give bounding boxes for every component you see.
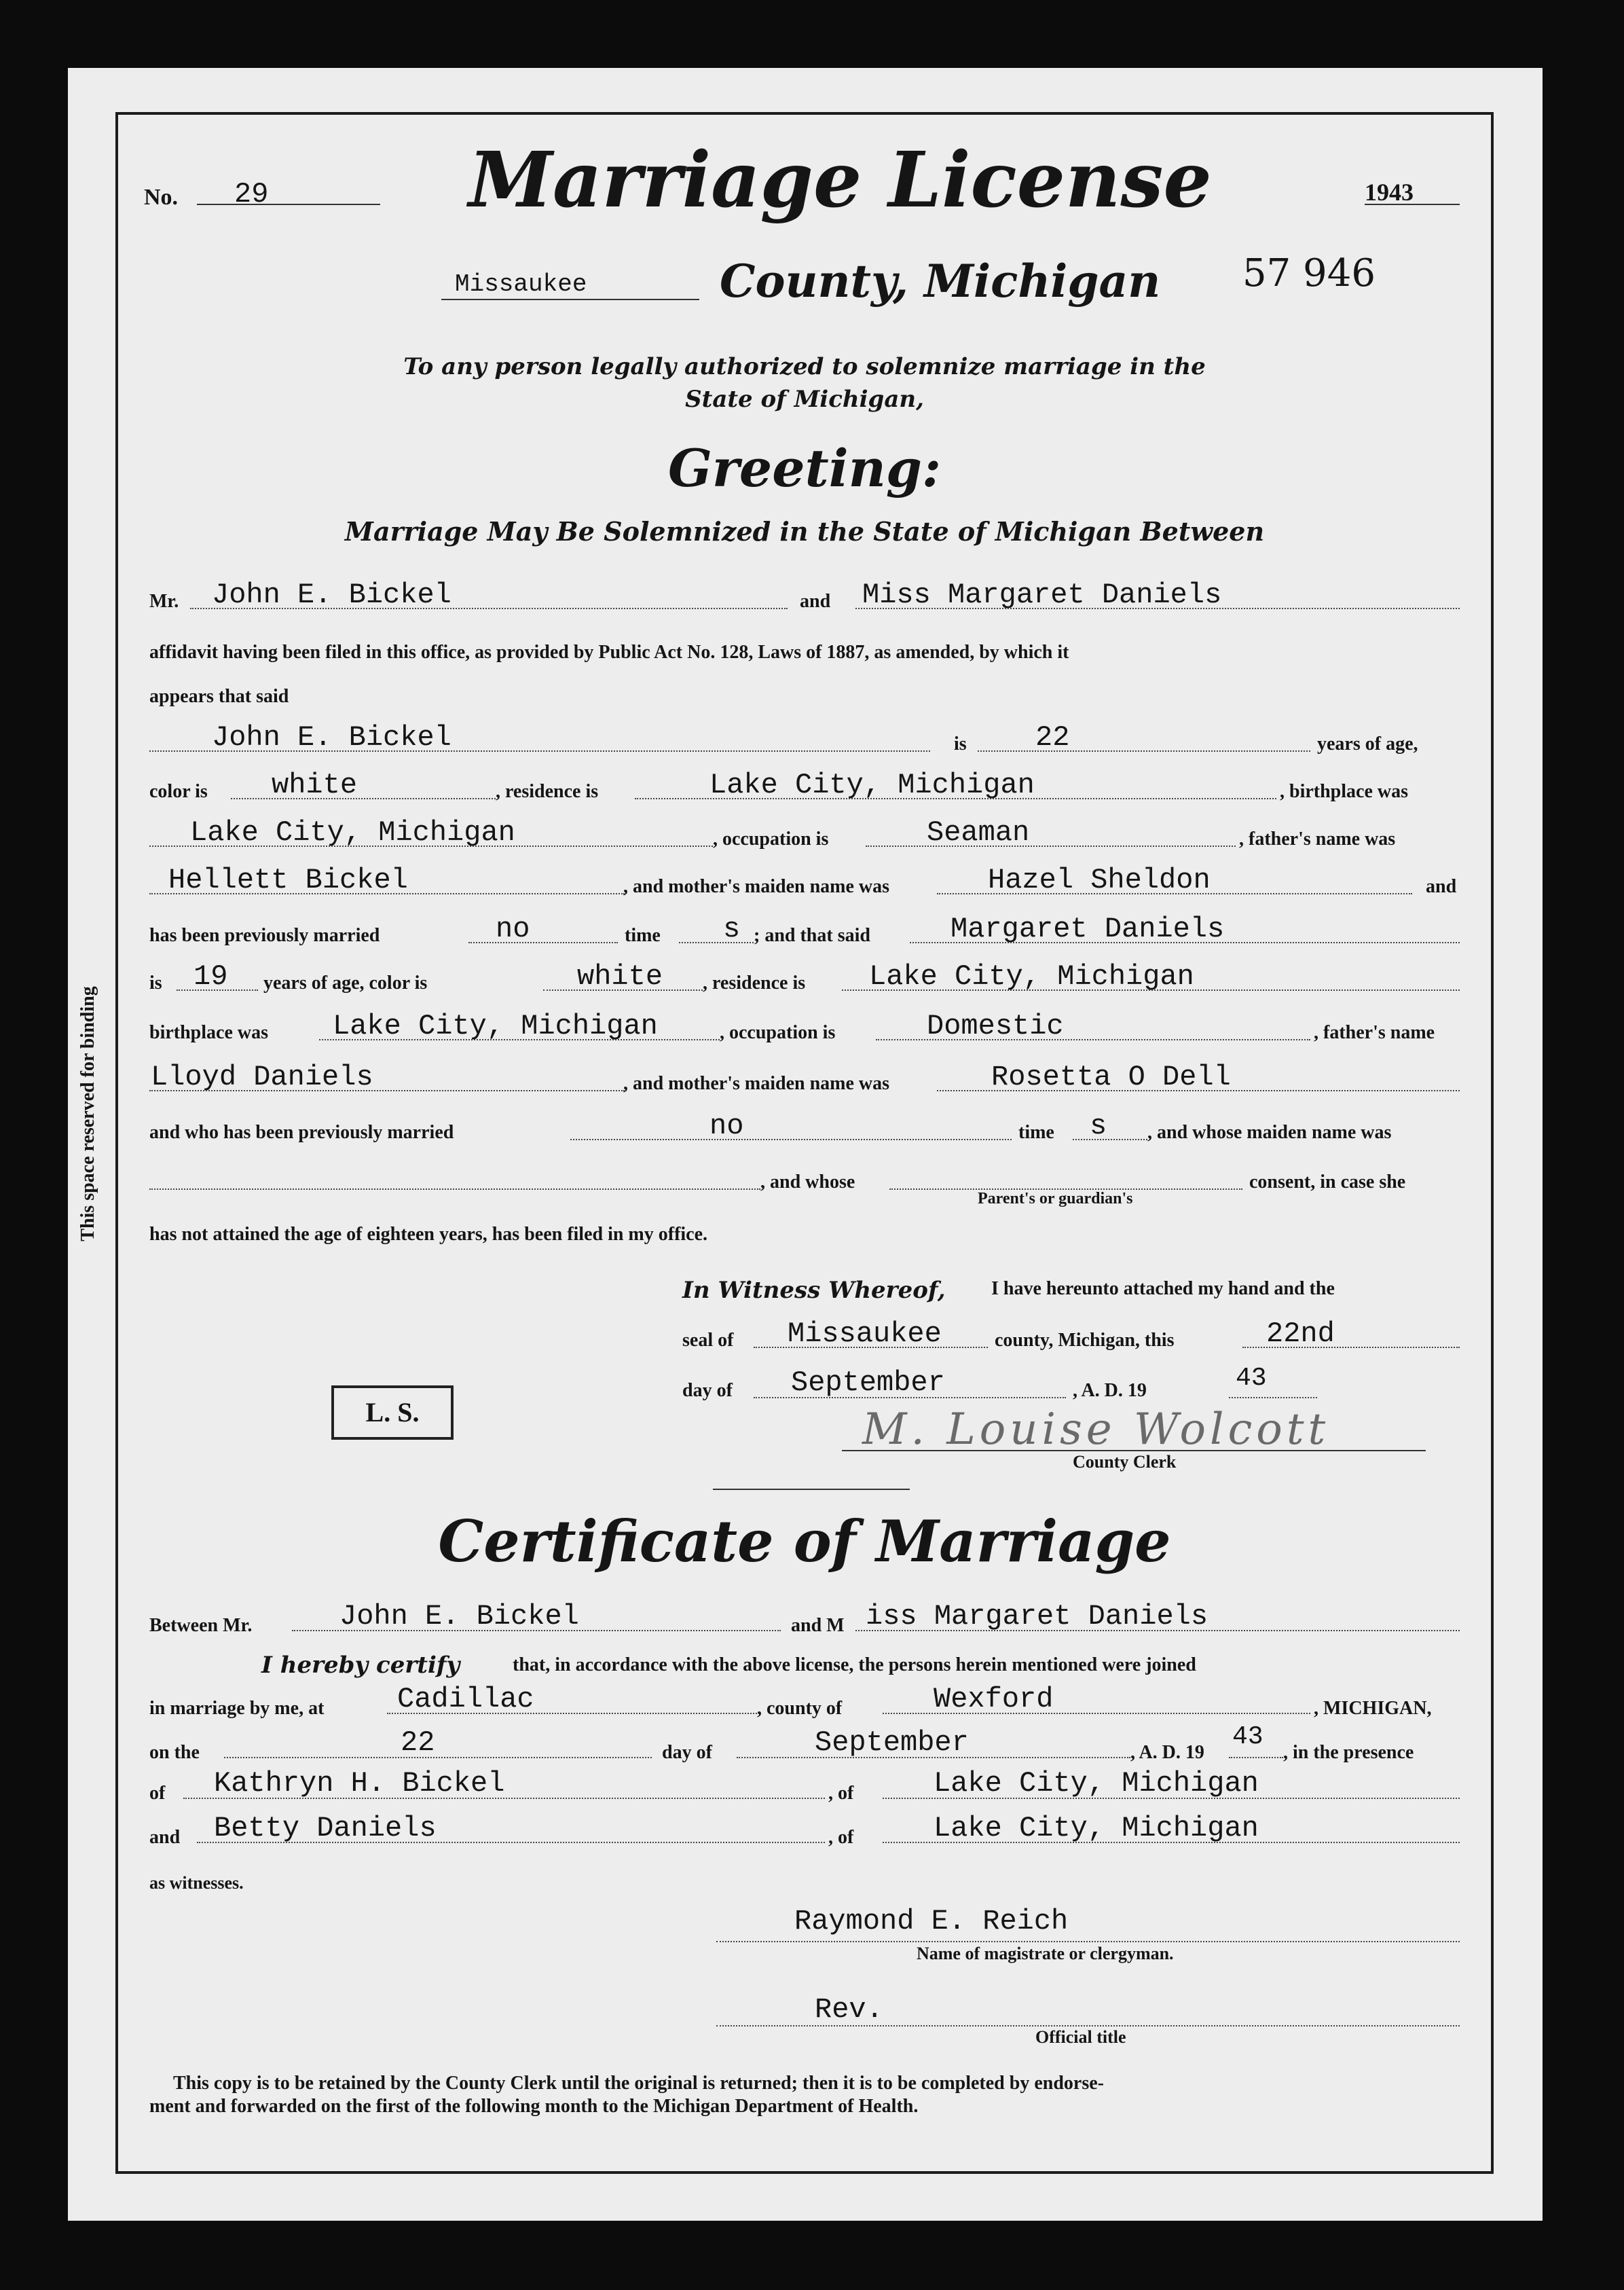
marriage-year: 43 bbox=[1232, 1722, 1263, 1751]
occupation-is: , occupation is bbox=[713, 829, 829, 850]
cert-bride-line bbox=[855, 1630, 1460, 1631]
residence-is: , residence is bbox=[496, 781, 599, 802]
birthplace-was-2: birthplace was bbox=[149, 1022, 268, 1043]
who-prev-married: and who has been previously married bbox=[149, 1122, 454, 1143]
groom-times-line bbox=[679, 942, 754, 943]
number-line bbox=[197, 204, 380, 205]
officiant-line bbox=[716, 1941, 1460, 1942]
groom-occupation-line bbox=[866, 846, 1236, 847]
bride-line bbox=[855, 608, 1460, 609]
prev-married-label: has been previously married bbox=[149, 925, 380, 946]
magistrate-label: Name of magistrate or clergyman. bbox=[917, 1944, 1174, 1963]
witness-bold: In Witness Whereof, bbox=[682, 1277, 946, 1304]
witness-2-residence-line bbox=[883, 1842, 1460, 1843]
as-witnesses-label: as witnesses. bbox=[149, 1873, 244, 1893]
county-michigan-this: county, Michigan, this bbox=[995, 1330, 1175, 1351]
time-label: time bbox=[625, 925, 661, 946]
groom-mother-line bbox=[937, 893, 1412, 894]
of-label-3: , of bbox=[828, 1827, 854, 1848]
day-of: day of bbox=[682, 1380, 733, 1401]
seal-county-line bbox=[754, 1347, 988, 1348]
color-is: color is bbox=[149, 781, 208, 802]
marriage-day: 22 bbox=[401, 1726, 435, 1759]
year-line-2 bbox=[1229, 1757, 1283, 1758]
seal-month-line bbox=[754, 1397, 1066, 1398]
said-groom-line bbox=[149, 750, 930, 752]
place-line bbox=[387, 1713, 757, 1714]
license-title: Marriage License bbox=[468, 136, 1212, 225]
bride-prev-line bbox=[570, 1139, 1012, 1140]
maiden-name-line bbox=[149, 1188, 760, 1190]
and-label: and bbox=[800, 591, 831, 612]
bride-mother-line bbox=[937, 1090, 1460, 1091]
seal-month: September bbox=[791, 1366, 945, 1399]
bride-name: Miss Margaret Daniels bbox=[862, 579, 1222, 611]
license-no-label: No. bbox=[144, 185, 179, 210]
bride-birthplace-line bbox=[319, 1039, 720, 1040]
bride-occupation-line bbox=[876, 1039, 1310, 1040]
between-label: Between Mr. bbox=[149, 1615, 253, 1636]
and-m-label: and M bbox=[791, 1615, 845, 1636]
bride-residence: Lake City, Michigan bbox=[869, 960, 1194, 993]
county-michigan-label: County, Michigan bbox=[720, 255, 1161, 308]
groom-prev-married: no bbox=[496, 913, 530, 945]
county-line-2 bbox=[883, 1713, 1310, 1714]
bride-occupation: Domestic bbox=[927, 1010, 1064, 1042]
hereby-certify: I hereby certify bbox=[261, 1652, 460, 1679]
groom-line bbox=[190, 608, 788, 609]
said-bride-line bbox=[910, 942, 1460, 943]
official-title-label: Official title bbox=[1035, 2027, 1126, 2047]
groom-color-line bbox=[231, 798, 496, 799]
address-line-2: State of Michigan, bbox=[685, 386, 924, 413]
is-word: is bbox=[149, 973, 162, 994]
witness-2-residence: Lake City, Michigan bbox=[934, 1812, 1259, 1844]
greeting: Greeting: bbox=[667, 438, 942, 498]
county-clerk-label: County Clerk bbox=[1073, 1452, 1177, 1472]
consent-label: consent, in case she bbox=[1249, 1171, 1406, 1193]
groom-prev-line bbox=[468, 942, 618, 943]
seal-year: 43 bbox=[1236, 1364, 1267, 1393]
groom-color: white bbox=[272, 769, 358, 801]
footer-line-2: ment and forwarded on the first of the following month to the Michigan Department of Health. bbox=[149, 2096, 919, 2117]
witness-1-residence: Lake City, Michigan bbox=[934, 1767, 1259, 1800]
in-marriage-label: in marriage by me, at bbox=[149, 1698, 325, 1719]
and-that-said: ; and that said bbox=[754, 925, 870, 946]
witness-2: Betty Daniels bbox=[214, 1812, 437, 1844]
groom-father-line bbox=[149, 893, 625, 894]
occupation-is-2: , occupation is bbox=[720, 1022, 836, 1043]
seal-day-line bbox=[1242, 1347, 1460, 1348]
seal-year-line bbox=[1229, 1397, 1317, 1398]
county-of-label: , county of bbox=[757, 1698, 843, 1719]
said-bride: Margaret Daniels bbox=[951, 913, 1225, 945]
witness-2-line bbox=[197, 1842, 825, 1843]
may-be-solemnized: Marriage May Be Solemnized in the State of Michigan Between bbox=[344, 516, 1265, 547]
michigan-label: , MICHIGAN, bbox=[1314, 1698, 1432, 1719]
groom-residence: Lake City, Michigan bbox=[709, 769, 1035, 801]
bride-prev-married: no bbox=[709, 1110, 744, 1142]
groom-birthplace-line bbox=[149, 846, 713, 847]
marriage-month: September bbox=[815, 1726, 969, 1759]
groom-age: 22 bbox=[1035, 721, 1070, 754]
mr-label: Mr. bbox=[149, 591, 179, 612]
time-label-2: time bbox=[1018, 1122, 1054, 1143]
marriage-place: Cadillac bbox=[397, 1683, 534, 1715]
divider bbox=[713, 1489, 910, 1490]
ls-seal-box: L. S. bbox=[331, 1385, 454, 1440]
fathers-name-2: , father's name bbox=[1314, 1022, 1435, 1043]
official-title-value: Rev. bbox=[815, 1993, 883, 2026]
years-of-age: years of age, bbox=[1317, 733, 1418, 755]
parents-label: Parent's or guardian's bbox=[978, 1190, 1133, 1207]
witness-1: Kathryn H. Bickel bbox=[214, 1767, 505, 1800]
file-number: 57 946 bbox=[1242, 251, 1376, 295]
groom-mother: Hazel Sheldon bbox=[988, 864, 1211, 896]
binding-note: This space reserved for binding bbox=[77, 986, 98, 1241]
residence-is-2: , residence is bbox=[703, 973, 806, 994]
bride-color-line bbox=[543, 989, 703, 991]
fathers-name-was: , father's name was bbox=[1239, 829, 1396, 850]
seal-of: seal of bbox=[682, 1330, 734, 1351]
mothers-maiden-2: , and mother's maiden name was bbox=[623, 1073, 890, 1094]
witness-text: I have hereunto attached my hand and the bbox=[991, 1278, 1335, 1299]
witness-1-residence-line bbox=[883, 1798, 1460, 1799]
whose-maiden: , and whose maiden name was bbox=[1147, 1122, 1392, 1143]
bride-age-line bbox=[177, 989, 258, 991]
officiant-name: Raymond E. Reich bbox=[794, 1905, 1069, 1938]
ad-label: , A. D. 19 bbox=[1073, 1380, 1147, 1401]
cert-bride: iss Margaret Daniels bbox=[866, 1600, 1208, 1633]
bride-father-line bbox=[149, 1090, 625, 1091]
groom-times: s bbox=[723, 913, 741, 945]
marriage-county: Wexford bbox=[934, 1683, 1054, 1715]
groom-name: John E. Bickel bbox=[212, 579, 451, 611]
appears-text: appears that said bbox=[149, 686, 289, 707]
bride-color: white bbox=[577, 960, 663, 993]
cert-groom: John E. Bickel bbox=[339, 1600, 579, 1633]
ad-label-2: , A. D. 19 bbox=[1130, 1742, 1204, 1763]
day-line bbox=[224, 1757, 652, 1758]
witness-1-line bbox=[183, 1798, 825, 1799]
county-line bbox=[441, 299, 699, 300]
cert-groom-line bbox=[292, 1630, 781, 1631]
year-line bbox=[1365, 204, 1460, 205]
groom-father: Hellett Bickel bbox=[168, 864, 408, 896]
groom-age-line bbox=[978, 750, 1310, 752]
bride-residence-line bbox=[842, 989, 1460, 991]
affidavit-text: affidavit having been filed in this office, as provided by Public Act No. 128, Laws of 1887, as amended, by which it bbox=[149, 642, 1069, 663]
of-label-2: , of bbox=[828, 1783, 854, 1804]
day-of-label: day of bbox=[662, 1742, 712, 1763]
of-label: of bbox=[149, 1783, 166, 1804]
official-title-line bbox=[716, 2025, 1460, 2027]
groom-occupation: Seaman bbox=[927, 816, 1030, 849]
month-line bbox=[737, 1757, 1130, 1758]
bride-birthplace: Lake City, Michigan bbox=[333, 1010, 658, 1042]
and-label-2: and bbox=[149, 1827, 181, 1848]
certificate-title: Certificate of Marriage bbox=[438, 1508, 1171, 1575]
seal-county: Missaukee bbox=[788, 1317, 942, 1350]
license-county: Missaukee bbox=[455, 270, 587, 298]
and-word: and bbox=[1426, 876, 1457, 897]
bride-father: Lloyd Daniels bbox=[151, 1061, 373, 1093]
bride-mother: Rosetta O Dell bbox=[991, 1061, 1231, 1093]
license-number: 29 bbox=[234, 178, 269, 211]
mothers-maiden: , and mother's maiden name was bbox=[623, 876, 890, 897]
on-the-label: on the bbox=[149, 1742, 200, 1763]
footer-line-1: This copy is to be retained by the County Clerk until the original is returned; then it is to be completed by endorse- bbox=[173, 2073, 1104, 2094]
address-line-1: To any person legally authorized to solemnize marriage in the bbox=[403, 353, 1206, 380]
bride-times: s bbox=[1090, 1110, 1107, 1142]
groom-birthplace: Lake City, Michigan bbox=[190, 816, 515, 849]
bride-times-line bbox=[1073, 1139, 1147, 1140]
and-whose: , and whose bbox=[760, 1171, 855, 1193]
clerk-signature: M. Louise Wolcott bbox=[862, 1404, 1330, 1455]
clerk-line bbox=[842, 1450, 1426, 1451]
is-label: is bbox=[954, 733, 967, 755]
seal-day: 22nd bbox=[1266, 1317, 1335, 1350]
bride-age: 19 bbox=[193, 960, 228, 993]
license-year: 1943 bbox=[1365, 179, 1414, 206]
birthplace-was: , birthplace was bbox=[1280, 781, 1408, 802]
presence-label: , in the presence bbox=[1283, 1742, 1414, 1763]
bride-years-color: years of age, color is bbox=[263, 973, 428, 994]
not-attained-text: has not attained the age of eighteen years, has been filed in my office. bbox=[149, 1224, 708, 1245]
certify-text: that, in accordance with the above license, the persons herein mentioned were joined bbox=[513, 1654, 1196, 1675]
said-groom: John E. Bickel bbox=[212, 721, 451, 754]
groom-residence-line bbox=[635, 798, 1276, 799]
